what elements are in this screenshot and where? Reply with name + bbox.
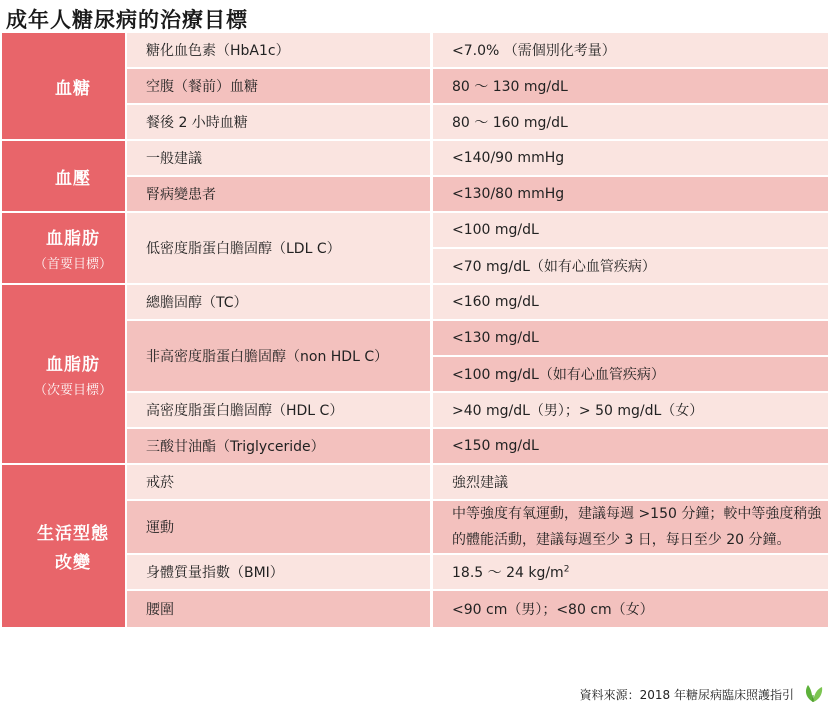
target-triglyceride: <150 mg/dL bbox=[433, 429, 828, 465]
target-nephropathy-bp: <130/80 mmHg bbox=[433, 177, 828, 213]
target-non-hdl-cvd: <100 mg/dL（如有心血管疾病） bbox=[433, 357, 828, 393]
item-postprandial-glucose: 餐後 2 小時血糖 bbox=[127, 105, 433, 141]
leaf-icon bbox=[802, 682, 824, 704]
item-hdl: 高密度脂蛋白膽固醇（HDL C） bbox=[127, 393, 433, 429]
page-title: 成年人糖尿病的治療目標 bbox=[6, 8, 248, 32]
treatment-goals-table bbox=[2, 33, 828, 627]
item-hba1c: 糖化血色素（HbA1c） bbox=[127, 33, 433, 69]
target-non-hdl: <130 mg/dL bbox=[433, 321, 828, 357]
category-sublabel: （首要目標） bbox=[33, 257, 112, 272]
item-general-bp: 一般建議 bbox=[127, 141, 433, 177]
item-total-cholesterol: 總膽固醇（TC） bbox=[127, 285, 433, 321]
target-total-cholesterol: <160 mg/dL bbox=[433, 285, 828, 321]
category-label: 血壓 bbox=[55, 168, 91, 189]
table-row bbox=[2, 285, 828, 321]
table-row bbox=[2, 141, 828, 177]
target-exercise: 中等強度有氧運動，建議每週 >150 分鐘；較中等強度稍強的體能活動，建議每週至少 3 日，每日至少 20 分鐘。 bbox=[433, 501, 828, 555]
item-non-hdl: 非高密度脂蛋白膽固醇（non HDL C） bbox=[127, 321, 433, 393]
table-row bbox=[2, 465, 828, 501]
target-postprandial-glucose: 80 ～ 160 mg/dL bbox=[433, 105, 828, 141]
target-fasting-glucose: 80 ～ 130 mg/dL bbox=[433, 69, 828, 105]
item-fasting-glucose: 空腹（餐前）血糖 bbox=[127, 69, 433, 105]
item-exercise: 運動 bbox=[127, 501, 433, 555]
target-hdl: >40 mg/dL（男）；> 50 mg/dL（女） bbox=[433, 393, 828, 429]
target-bmi bbox=[433, 555, 828, 591]
category-label: 血脂肪 bbox=[46, 229, 100, 249]
category-sublabel: （次要目標） bbox=[33, 383, 112, 398]
target-hba1c: <7.0% （需個別化考量） bbox=[433, 33, 828, 69]
category-lifestyle bbox=[2, 465, 127, 627]
category-blood-pressure bbox=[2, 141, 127, 213]
target-ldl: <100 mg/dL bbox=[433, 213, 828, 249]
target-ldl-cvd: <70 mg/dL（如有心血管疾病） bbox=[433, 249, 828, 285]
table-row bbox=[2, 213, 828, 249]
category-label-line1: 生活型態 bbox=[37, 524, 109, 544]
category-label: 血脂肪 bbox=[46, 355, 100, 375]
item-bmi: 身體質量指數（BMI） bbox=[127, 555, 433, 591]
target-bmi-value: 18.5 ～ 24 kg/m bbox=[452, 565, 564, 581]
item-nephropathy-bp: 腎病變患者 bbox=[127, 177, 433, 213]
source-citation: 資料來源：2018 年糖尿病臨床照護指引 bbox=[579, 688, 794, 702]
category-label-line2: 改變 bbox=[55, 553, 91, 573]
target-smoking: 強烈建議 bbox=[433, 465, 828, 501]
category-lipid-primary bbox=[2, 213, 127, 285]
category-blood-sugar bbox=[2, 33, 127, 141]
item-triglyceride: 三酸甘油酯（Triglyceride） bbox=[127, 429, 433, 465]
category-label: 血糖 bbox=[55, 78, 91, 99]
target-general-bp: <140/90 mmHg bbox=[433, 141, 828, 177]
item-waist: 腰圍 bbox=[127, 591, 433, 627]
target-waist: <90 cm（男）；<80 cm（女） bbox=[433, 591, 828, 627]
target-bmi-exponent: 2 bbox=[563, 564, 570, 575]
category-lipid-secondary bbox=[2, 285, 127, 465]
item-ldl: 低密度脂蛋白膽固醇（LDL C） bbox=[127, 213, 433, 285]
table-row bbox=[2, 33, 828, 69]
item-smoking: 戒菸 bbox=[127, 465, 433, 501]
